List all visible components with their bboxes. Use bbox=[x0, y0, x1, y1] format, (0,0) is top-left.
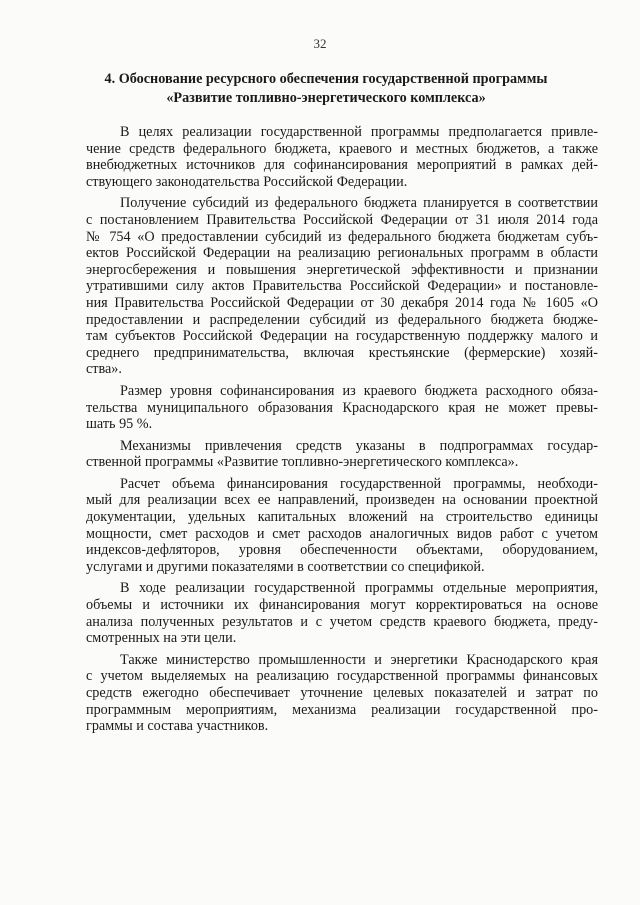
paragraph-line: В ходе реализации государственной программы отдельные мероприятия, bbox=[120, 580, 598, 597]
paragraph bbox=[86, 438, 598, 471]
paragraph-line: внебюджетных источников для софинансирования мероприятий в рамках дей- bbox=[86, 157, 598, 174]
paragraph-line: там субъектов Российской Федерации на государственную поддержку малого и bbox=[86, 328, 598, 345]
paragraph-line: Механизмы привлечения средств указаны в подпрограммах государ- bbox=[120, 437, 598, 454]
paragraph-line: программным мероприятиям, механизма реализации государственной про- bbox=[86, 701, 598, 718]
paragraph-line: с постановлением Правительства Российской Федерации от 31 июля 2014 года bbox=[86, 211, 598, 228]
paragraph-line: анализа полученных результатов и с учетом средств краевого бюджета, преду- bbox=[86, 613, 598, 630]
paragraph-line: Размер уровня софинансирования из краевого бюджета расходного обяза- bbox=[120, 382, 598, 399]
paragraph-line: с учетом выделяемых на реализацию государственной программы финансовых bbox=[86, 668, 598, 685]
paragraph bbox=[86, 476, 598, 576]
paragraph bbox=[86, 383, 598, 433]
paragraph-line: смотренных на эти цели. bbox=[86, 630, 237, 647]
paragraph-line: ства». bbox=[86, 361, 122, 378]
paragraph-line: ственной программы «Развитие топливно-энергетического комплекса». bbox=[86, 454, 519, 471]
heading-line: «Развитие топливно-энергетического комплекса» bbox=[166, 90, 486, 106]
paragraph-line: документации, удельных капитальных вложений на строительство единицы bbox=[86, 509, 598, 526]
heading-line: 4. Обоснование ресурсного обеспечения государственной программы bbox=[104, 71, 548, 87]
paragraph-line: Также министерство промышленности и энергетики Краснодарского края bbox=[120, 651, 598, 668]
paragraph-line: предоставлении и распределении субсидий из федерального бюджета бюдже- bbox=[86, 311, 598, 328]
paragraph bbox=[86, 652, 598, 735]
paragraph-line: ствующего законодательства Российской Федерации. bbox=[86, 173, 408, 190]
paragraph-line: средств ежегодно обеспечивает уточнение целевых показателей и затрат по bbox=[86, 685, 598, 701]
paragraph-line: среднего предпринимательства, включая крестьянские (фермерские) хозяй- bbox=[86, 344, 598, 361]
paragraph-line: индексов-дефляторов, уровня обеспеченности объектами, оборудованием, bbox=[86, 542, 598, 559]
paragraph bbox=[86, 195, 598, 378]
paragraph-line: Получение субсидий из федерального бюджета планируется в соответствии bbox=[120, 195, 598, 212]
paragraph-line: энергосбережения и повышения энергетической эффективности и признании bbox=[86, 261, 598, 278]
paragraph-line: мый для реализации всех ее направлений, произведен на основании проектной bbox=[86, 492, 598, 509]
paragraph-line: объемы и источники их финансирования могут корректироваться на основе bbox=[86, 597, 598, 614]
paragraph-line: тельства муниципального образования Краснодарского края не может превы- bbox=[86, 399, 598, 416]
section-heading bbox=[96, 70, 556, 108]
paragraph-line: граммы и состава участников. bbox=[86, 718, 269, 735]
paragraph-line: Расчет объема финансирования государственной программы, необходи- bbox=[120, 475, 598, 492]
paragraph-line: ния Правительства Российской Федерации от 30 декабря 2014 года № 1605 «О bbox=[86, 294, 598, 311]
document-body bbox=[86, 124, 598, 740]
paragraph bbox=[86, 580, 598, 646]
page-number: 32 bbox=[313, 36, 327, 51]
paragraph-line: мощности, смет расходов и смет расходов аналогичных видов работ с учетом bbox=[86, 525, 598, 542]
paragraph-line: шать 95 %. bbox=[86, 416, 153, 433]
paragraph bbox=[86, 124, 598, 190]
paragraph-line: ектов Российской Федерации на реализацию региональных программ в области bbox=[86, 245, 598, 262]
paragraph-line: В целях реализации государственной программы предполагается привле- bbox=[120, 124, 598, 140]
paragraph-line: услугами и другими показателями в соответствии со спецификой. bbox=[86, 558, 485, 575]
paragraph-line: утратившими силу актов Правительства Российской Федерации» и постановле- bbox=[86, 278, 598, 295]
paragraph-line: № 754 «О предоставлении субсидий из федерального бюджета бюджетам субъ- bbox=[86, 228, 598, 245]
paragraph-line: чение средств федерального бюджета, краевого и местных бюджетов, а также bbox=[86, 140, 598, 157]
